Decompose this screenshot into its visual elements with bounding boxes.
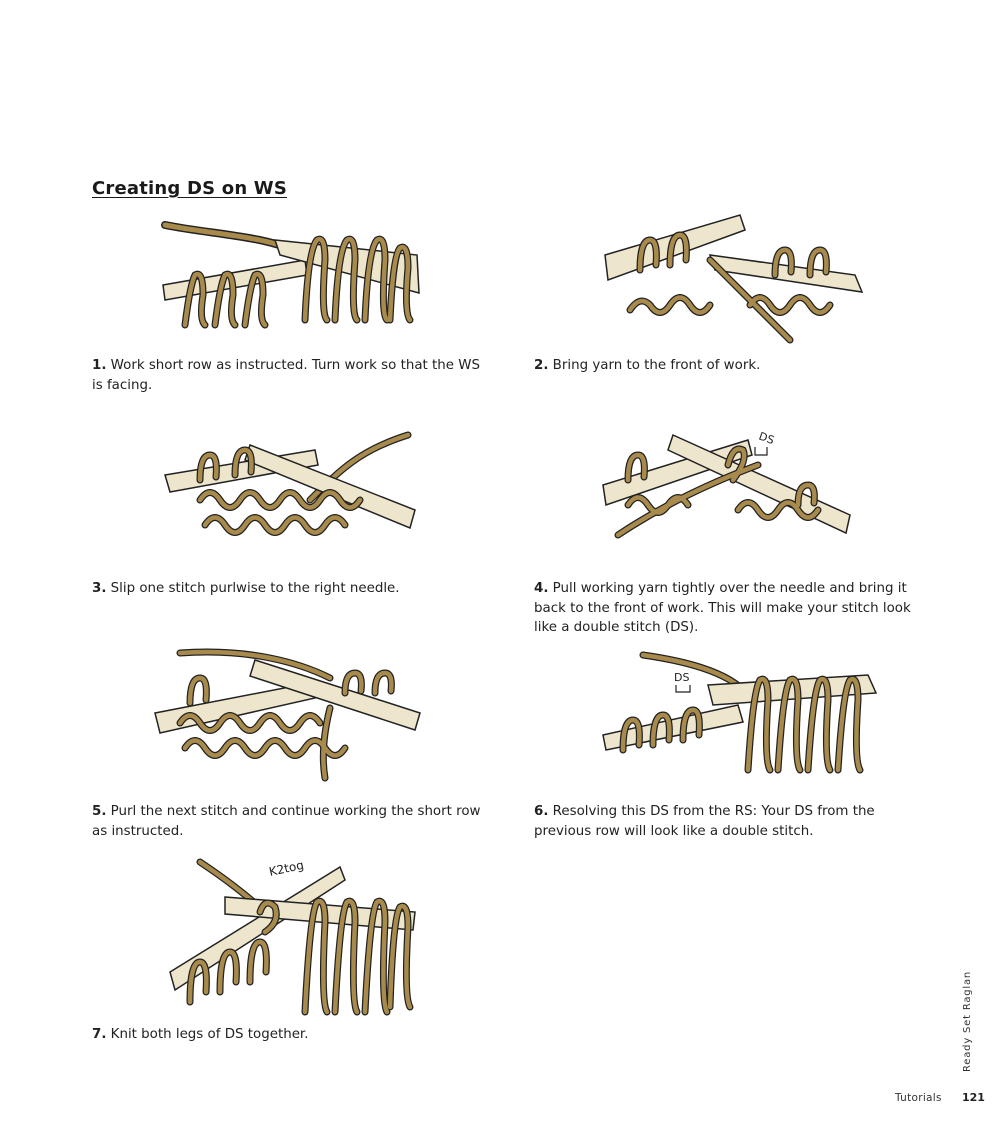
page-number: 121 [962, 1091, 985, 1104]
step-number: 5. [92, 804, 107, 819]
step-text: Pull working yarn tightly over the needle and bring it back to the front of work. This will make your stitch look like a double stitch (DS). [534, 581, 911, 635]
step-number: 3. [92, 581, 107, 596]
illustration-step-1 [155, 215, 425, 345]
side-running-title: Ready Set Raglan [962, 970, 973, 1072]
step-number: 1. [92, 358, 107, 373]
illustration-step-6 [598, 650, 883, 790]
illustration-step-3 [160, 430, 425, 560]
step-6-caption [534, 802, 934, 841]
step-text: Bring yarn to the front of work. [552, 358, 761, 373]
step-number: 4. [534, 581, 549, 596]
ds-label: DS [674, 671, 690, 684]
step-1-caption [92, 356, 492, 395]
step-text: Purl the next stitch and continue working the short row as instructed. [92, 804, 481, 839]
illustration-step-5 [150, 648, 430, 788]
step-text: Resolving this DS from the RS: Your DS from the previous row will look like a double stitch. [534, 804, 875, 839]
step-text: Knit both legs of DS together. [110, 1027, 309, 1042]
step-number: 2. [534, 358, 549, 373]
step-4-caption [534, 579, 924, 638]
illustration-step-2 [600, 210, 870, 350]
step-number: 7. [92, 1027, 107, 1042]
k2tog-label: K2tog [267, 857, 306, 879]
illustration-step-4 [598, 425, 858, 560]
ds-label: DS [756, 429, 776, 448]
step-2-caption [534, 356, 934, 376]
step-5-caption [92, 802, 492, 841]
step-3-caption [92, 579, 492, 599]
step-7-caption [92, 1025, 492, 1045]
step-text: Work short row as instructed. Turn work so that the WS is facing. [92, 358, 480, 393]
step-number: 6. [534, 804, 549, 819]
step-text: Slip one stitch purlwise to the right needle. [110, 581, 400, 596]
page-title: Creating DS on WS [92, 178, 288, 199]
footer-section-name: Tutorials [895, 1092, 942, 1104]
illustration-step-7 [165, 852, 425, 1022]
